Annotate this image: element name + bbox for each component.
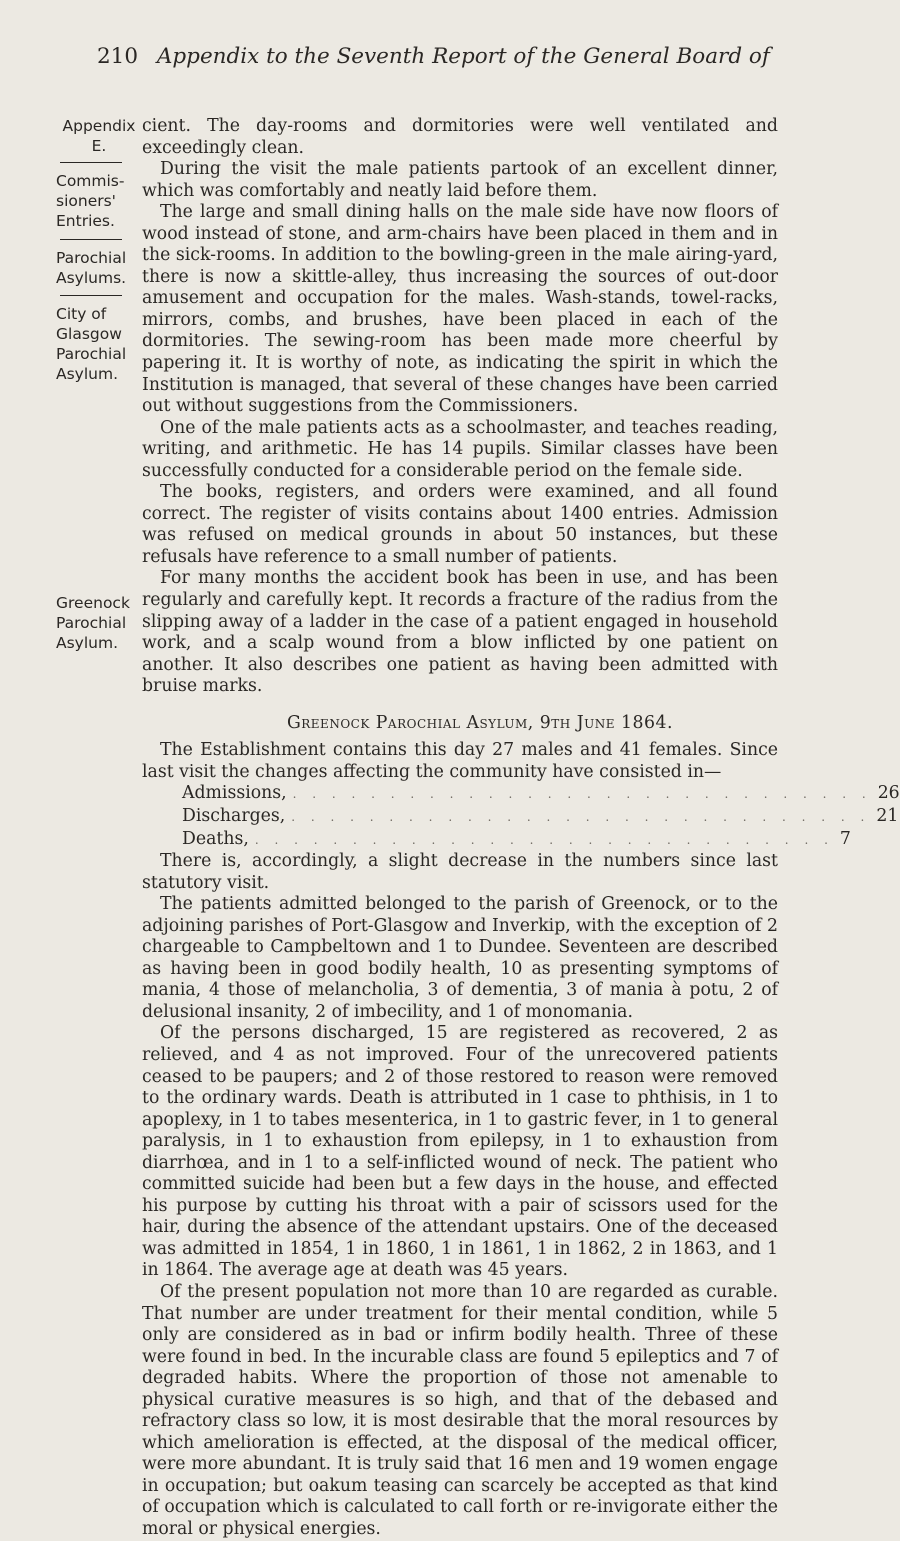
paragraph: cient. The day-rooms and dormitories were well ventilated and exceedingly clean. [142, 116, 778, 158]
section-heading: Greenock Parochial Asylum, 9th June 1864. [286, 712, 674, 733]
paragraph: For many months the accident book has been in use, and has been regularly and carefully kept. It records a fracture of the radius from the slipping away of a ladder in the case of a patient engaged in household work, and a scalp wound from a blow inflicted by one patient on another. It also describes one patient as having been admitted with bruise marks. [142, 568, 778, 697]
margin-rule [60, 239, 122, 240]
stat-row-deaths [182, 828, 851, 852]
paragraph: The patients admitted belonged to the parish of Greenock, or to the adjoining parishes of Port-Glasgow and Inverkip, with the exception of 2 chargeable to Campbeltown and 1 to Dundee. Seventeen are described as having been in good bodily health, 10 as presenting symptoms of mania, 4 those of melancholia, 3 of dementia, 3 of mania à potu, 2 of delusional insanity, 2 of imbecility, and 1 of monomania. [142, 894, 778, 1022]
stat-label: Admissions, [182, 783, 287, 804]
margin-rule [60, 162, 122, 163]
margin-greenock-asylum: Greenock Parochial Asylum. [56, 594, 130, 652]
stat-value: 26 [877, 783, 900, 804]
margin-glasgow-asylum: City of Glasgow Parochial Asylum. [56, 305, 127, 383]
stat-label: Deaths, [182, 828, 249, 849]
paragraph: The books, registers, and orders were examined, and all found correct. The register of visits contains about 1400 entries. Admission was refused on medical grounds in about 50 instances, but these refusals have reference to a small number of patients. [142, 482, 778, 567]
margin-rule [60, 295, 122, 296]
paragraph: The Establishment contains this day 27 males and 41 females. Since last visit the changes affecting the community have consisted in— [142, 740, 778, 782]
stat-label: Discharges, [182, 805, 286, 826]
page-header [97, 44, 787, 70]
leader-dots: . . . . . . . . . . . . . . . . . . . . . . . . . . . . . . [291, 809, 871, 824]
paragraph: One of the male patients acts as a schoolmaster, and teaches reading, writing, and arithmetic. He has 14 pupils. Similar classes have been successfully conducted for a considerable period on the female side. [142, 417, 778, 481]
paragraph: Of the present population not more than 10 are regarded as curable. That number are under treatment for their mental condition, while 5 only are considered as in bad or infirm bodily health. Three of these were found in bed. In the incurable class are found 5 epileptics and 7 of degraded habits. Where the proportion of those not amenable to physical curative measures is so high, and that of the debased and refractory class so low, it is most desirable that the moral resources by which amelioration is effected, at the disposal of the medical officer, were more abundant. It is truly said that 16 men and 19 women engage in occupation; but oakum teasing can scarcely be accepted as that kind of occupation which is calculated to call forth or re-invigorate either the moral or physical energies. [142, 1281, 778, 1539]
paragraph: During the visit the male patients partook of an excellent dinner, which was comfortably and neatly laid before them. [142, 159, 778, 201]
body-text [142, 116, 900, 1541]
margin-parochial-asylums: Parochial Asylums. [56, 249, 127, 287]
paragraph: The large and small dining halls on the male side have now floors of wood instead of stone, and arm-chairs have been placed in them and in the sick-rooms. In addition to the bowling-green in the male airing-yard, there is now a skittle-alley, thus increasing the sources of out-door amusement and occupation for the males. Wash-stands, towel-racks, mirrors, combs, and brushes, have been placed in each of the dormitories. The sewing-room has been made more cheerful by papering it. It is worthy of note, as indicating the spirit in which the Institution is managed, that several of these changes have been carried out without suggestions from the Commissioners. [142, 202, 778, 417]
running-title: Appendix to the Seventh Report of the General Board of [156, 44, 770, 69]
stat-value: 7 [839, 828, 851, 849]
margin-commissioners-entries: Commis- sioners' Entries. [56, 172, 125, 230]
leader-dots: . . . . . . . . . . . . . . . . . . . . . . . . . . . . . . [254, 832, 834, 847]
margin-appendix: Appendix E. [62, 117, 136, 155]
stat-row-admissions [182, 783, 900, 806]
paragraph: There is, accordingly, a slight decrease in the numbers since last statutory visit. [142, 851, 778, 893]
stat-value: 21 [876, 805, 899, 826]
statistics-list [182, 783, 900, 851]
leader-dots: . . . . . . . . . . . . . . . . . . . . . . . . . . . . . . [292, 787, 872, 802]
stat-row-discharges [182, 805, 899, 829]
page-number: 210 [97, 44, 139, 69]
paragraph: Of the persons discharged, 15 are registered as recovered, 2 as relieved, and 4 as not improved. Four of the unrecovered patients ceased to be paupers; and 2 of those restored to reason were removed to the ordinary wards. Death is attributed in 1 case to phthisis, in 1 to apoplexy, in 1 to tabes mesenterica, in 1 to gastric fever, in 1 to general paralysis, in 1 to exhaustion from epilepsy, in 1 to exhaustion from diarrhœa, and in 1 to a self-inflicted wound of neck. The patient who committed suicide had been but a few days in the house, and effected his purpose by cutting his throat with a pair of scissors used for the hair, during the absence of the attendant upstairs. One of the deceased was admitted in 1854, 1 in 1860, 1 in 1861, 1 in 1862, 2 in 1863, and 1 in 1864. The average age at death was 45 years. [142, 1023, 778, 1281]
